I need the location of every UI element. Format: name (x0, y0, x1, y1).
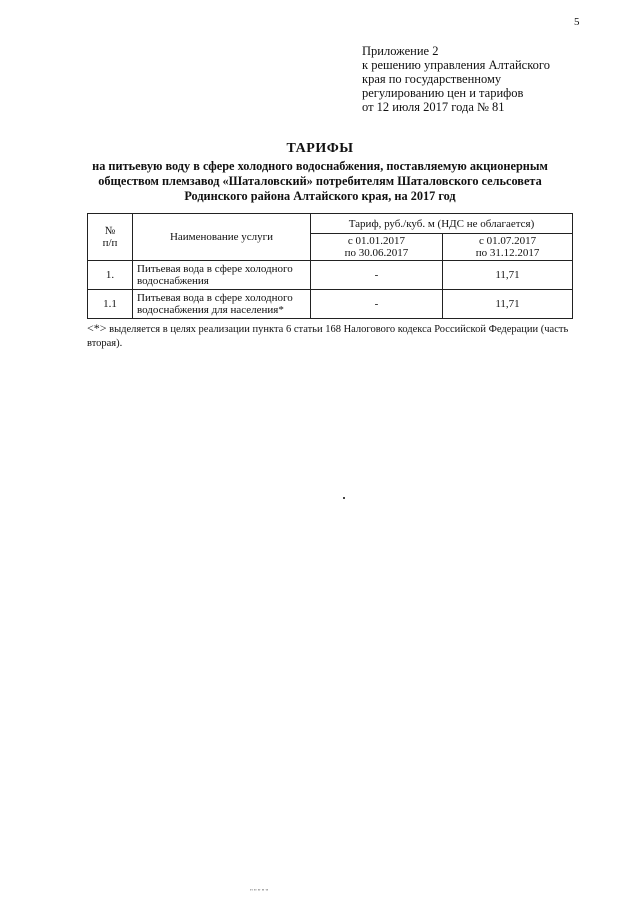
table-header-row (88, 214, 573, 234)
footnote-text: выделяется в целях реализации пункта 6 статьи 168 Налогового кодекса Российской Федерации (часть (109, 324, 569, 335)
service-line: водоснабжения для населения* (137, 304, 284, 316)
table-row (88, 261, 573, 290)
appendix-line: от 12 июля 2017 года № 81 (362, 100, 505, 114)
bottom-mark: """"" (250, 888, 270, 896)
footnote (87, 321, 587, 351)
subtitle-line: Родинского района Алтайского края, на 2017 год (184, 189, 456, 203)
period-line: с 01.01.2017 (347, 235, 406, 247)
appendix-line: Приложение 2 (362, 44, 439, 58)
header-num-line: № (104, 225, 116, 237)
header-tariff: Тариф, руб./куб. м (НДС не облагается) (311, 214, 573, 234)
row-service (133, 290, 311, 319)
table-row (88, 290, 573, 319)
header-num (88, 214, 133, 261)
appendix-reference (362, 44, 550, 114)
header-num-line: п/п (102, 237, 118, 249)
page-number: 5 (574, 16, 580, 28)
scan-speck (343, 497, 345, 499)
header-period-1 (311, 234, 443, 261)
period-line: по 31.12.2017 (475, 247, 540, 259)
appendix-line: регулированию цен и тарифов (362, 86, 524, 100)
service-line: водоснабжения (137, 275, 209, 287)
title-block (0, 141, 640, 204)
appendix-line: к решению управления Алтайского (362, 58, 550, 72)
row-num: 1. (88, 261, 133, 290)
period-line: по 30.06.2017 (344, 247, 409, 259)
appendix-line: края по государственному (362, 72, 502, 86)
period-line: с 01.07.2017 (478, 235, 537, 247)
tariff-table (87, 213, 573, 319)
footnote-mark: <*> (87, 321, 107, 335)
footnote-text-continued: вторая). (87, 338, 123, 349)
row-tariff-period-2: 11,71 (443, 290, 573, 319)
header-period-2 (443, 234, 573, 261)
document-subtitle (0, 159, 640, 204)
document-title: ТАРИФЫ (286, 141, 354, 156)
row-tariff-period-2: 11,71 (443, 261, 573, 290)
subtitle-line: обществом племзавод «Шаталовский» потребителям Шаталовского сельсовета (98, 174, 542, 188)
row-tariff-period-1: - (311, 290, 443, 319)
row-tariff-period-1: - (311, 261, 443, 290)
header-service: Наименование услуги (133, 214, 311, 261)
row-service (133, 261, 311, 290)
service-line: Питьевая вода в сфере холодного (137, 291, 293, 304)
row-num: 1.1 (88, 290, 133, 319)
service-line: Питьевая вода в сфере холодного (137, 262, 293, 275)
subtitle-line: на питьевую воду в сфере холодного водоснабжения, поставляемую акционерным (92, 159, 548, 173)
